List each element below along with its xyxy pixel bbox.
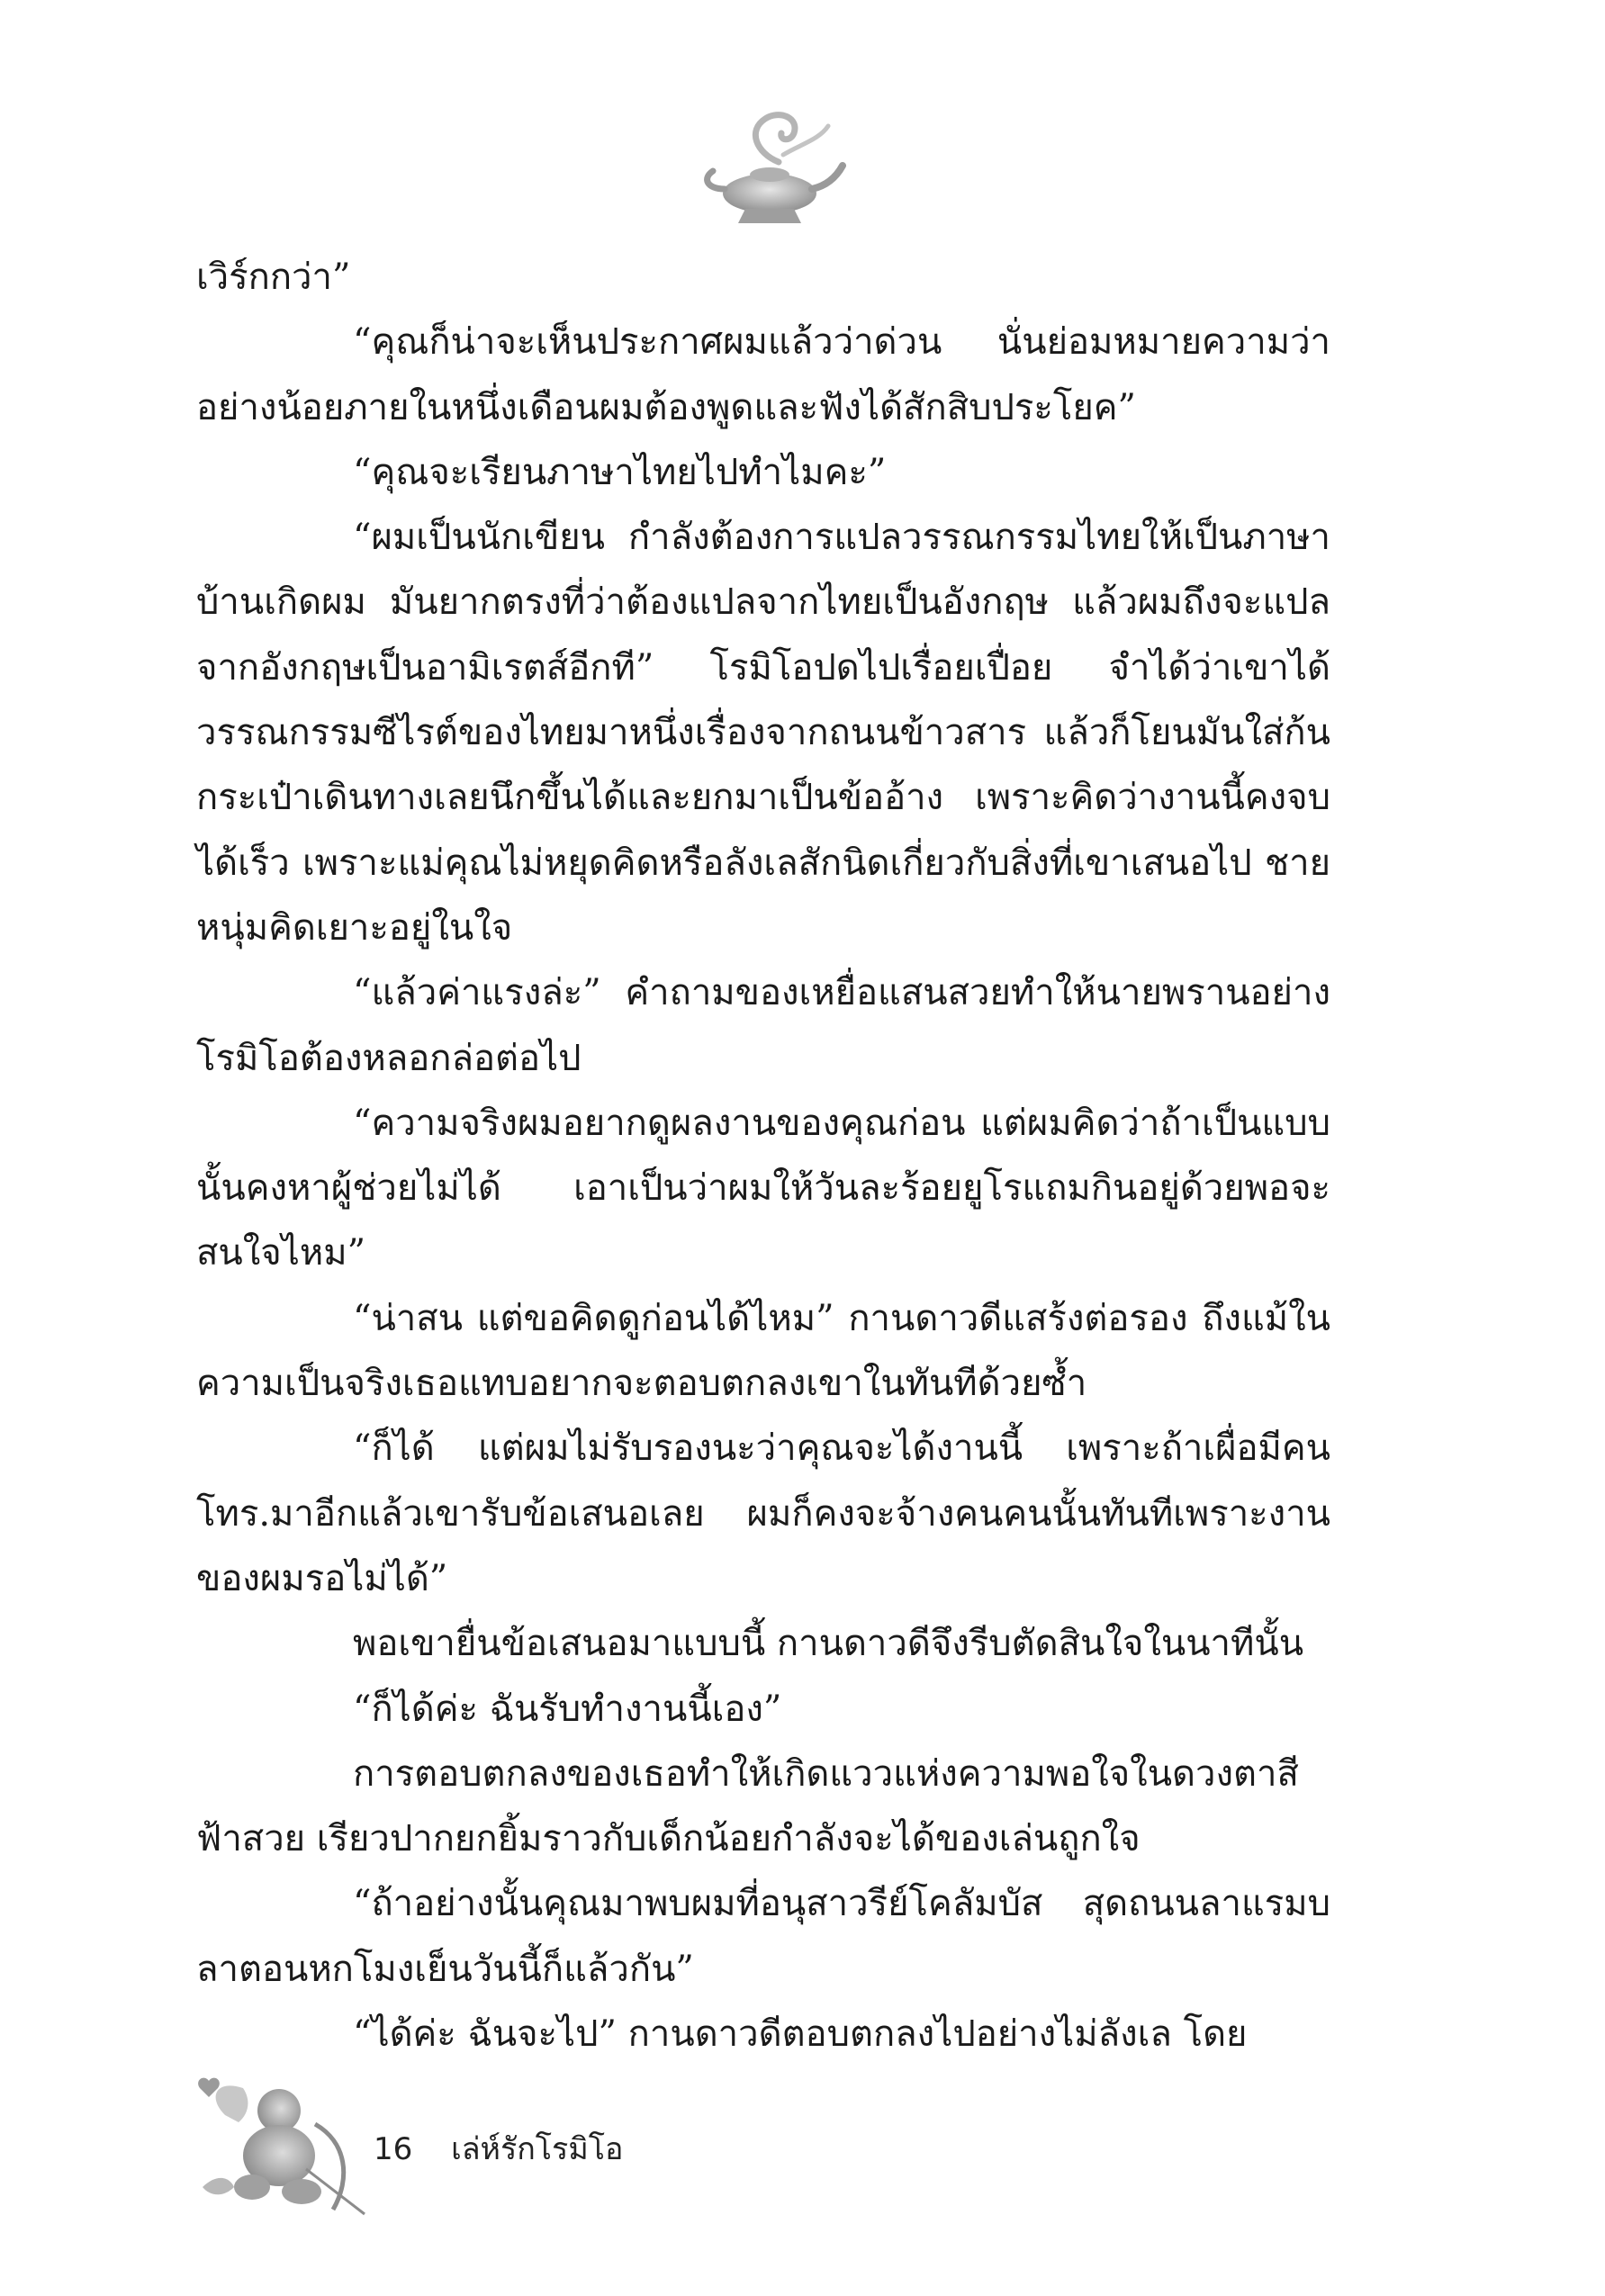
paragraph: เวิร์กกว่า” — [196, 257, 351, 298]
cupid-icon — [189, 2061, 369, 2223]
book-title: เล่ห์รักโรมิโอ — [451, 2131, 624, 2167]
paragraph: “แล้วค่าแรงล่ะ” คำถามของเหยื่อแสนสวยทำให้นายพรานอย่างโรมิโอต้องหลอกล่อต่อไป — [196, 972, 1330, 1079]
magic-lamp-icon — [693, 99, 846, 243]
paragraph: “คุณก็น่าจะเห็นประกาศผมแล้วว่าด่วน นั่นย่อมหมายความว่าอย่างน้อยภายในหนึ่งเดือนผมต้องพูดและฟังได้สักสิบประโยค” — [196, 321, 1330, 428]
paragraph: “น่าสน แต่ขอคิดดูก่อนได้ไหม” กานดาวดีแสร้งต่อรอง ถึงแม้ในความเป็นจริงเธอแทบอยากจะตอบตกลงเขาในทันทีด้วยซ้ำ — [196, 1297, 1330, 1405]
footer-caption — [374, 2124, 623, 2173]
page-footer — [189, 2061, 999, 2223]
paragraph: “ก็ได้ค่ะ ฉันรับทำงานนี้เอง” — [353, 1688, 782, 1730]
paragraph: “ความจริงผมอยากดูผลงานของคุณก่อน แต่ผมคิดว่าถ้าเป็นแบบนั้นคงหาผู้ช่วยไม่ได้ เอาเป็นว่าผมให้วันละร้อยยูโรแถมกินอยู่ด้วยพอจะสนใจไหม” — [196, 1102, 1330, 1274]
paragraph: การตอบตกลงของเธอทำให้เกิดแววแห่งความพอใจในดวงตาสีฟ้าสวย เรียวปากยกยิ้มราวกับเด็กน้อยกำลังจะได้ของเล่นถูกใจ — [196, 1752, 1299, 1860]
paragraph: “ถ้าอย่างนั้นคุณมาพบผมที่อนุสาวรีย์โคลัมบัส สุดถนนลาแรมบลาตอนหกโมงเย็นวันนี้ก็แล้วกัน” — [196, 1883, 1330, 1990]
page-number: 16 — [374, 2131, 413, 2167]
paragraph: “ผมเป็นนักเขียน กำลังต้องการแปลวรรณกรรมไทยให้เป็นภาษาบ้านเกิดผม มันยากตรงที่ว่าต้องแปลจากไทยเป็นอังกฤษ แล้วผมถึงจะแปลจากอังกฤษเป็นอามิเรตส์อีกที” โรมิโอปดไปเรื่อยเปื่อย จำได้ว่าเขาได้วรรณกรรมซีไรต์ของไทยมาหนึ่งเรื่องจากถนนข้าวสาร แล้วก็โยนมันใส่ก้นกระเป๋าเดินทางเลยนึกขึ้นได้และยกมาเป็นข้ออ้าง เพราะคิดว่างานนี้คงจบได้เร็ว เพราะแม่คุณไม่หยุดคิดหรือลังเลสักนิดเกี่ยวกับสิ่งที่เขาเสนอไป ชายหนุ่มคิดเยาะอยู่ในใจ — [196, 517, 1330, 949]
paragraph: “ก็ได้ แต่ผมไม่รับรองนะว่าคุณจะได้งานนี้ เพราะถ้าเผื่อมีคนโทร.มาอีกแล้วเขารับข้อเสนอเลย ผมก็คงจะจ้างคนคนนั้นทันทีเพราะงานของผมรอไม่ได้” — [196, 1427, 1330, 1599]
paragraph: พอเขายื่นข้อเสนอมาแบบนี้ กานดาวดีจึงรีบตัดสินใจในนาทีนั้น — [353, 1623, 1304, 1665]
paragraph: “ได้ค่ะ ฉันจะไป” กานดาวดีตอบตกลงไปอย่างไม่ลังเล โดย — [353, 2013, 1248, 2056]
paragraph: “คุณจะเรียนภาษาไทยไปทำไมคะ” — [353, 451, 887, 493]
body-text — [196, 245, 1330, 2066]
